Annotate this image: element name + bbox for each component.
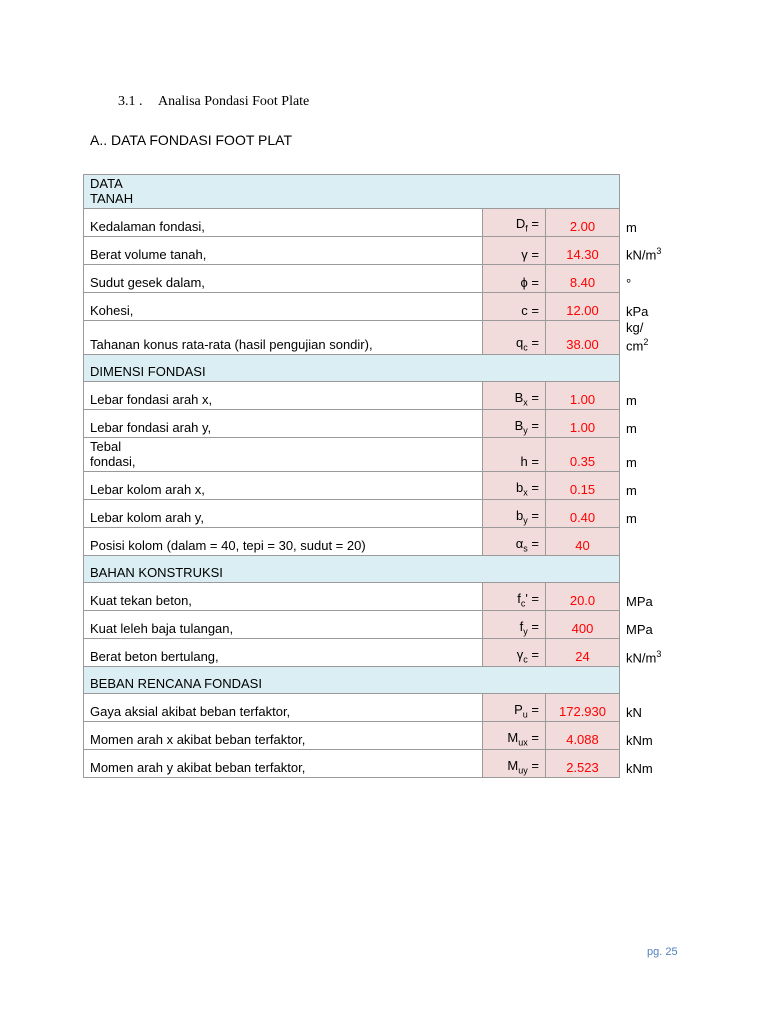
row-desc: Kohesi, (84, 293, 483, 321)
row-value: 38.00 (546, 321, 620, 355)
table-row (84, 382, 693, 410)
table-row (84, 639, 693, 667)
row-symbol: c = (483, 293, 546, 321)
row-desc: Posisi kolom (dalam = 40, tepi = 30, sudut = 20) (84, 528, 483, 556)
section-heading (118, 94, 309, 110)
row-value: 172.930 (546, 694, 620, 722)
row-desc: Kedalaman fondasi, (84, 209, 483, 237)
row-symbol: γ = (483, 237, 546, 265)
row-desc: Lebar kolom arah x, (84, 472, 483, 500)
row-desc: Berat beton bertulang, (84, 639, 483, 667)
row-unit: m (626, 510, 637, 526)
row-desc: Berat volume tanah, (84, 237, 483, 265)
row-unit: kNm (626, 760, 653, 776)
row-desc: Gaya aksial akibat beban terfaktor, (84, 694, 483, 722)
row-desc: Kuat leleh baja tulangan, (84, 611, 483, 639)
foundation-data-table (83, 174, 693, 778)
row-unit: MPa (626, 593, 653, 609)
row-symbol: $P_u$ = (483, 694, 546, 722)
table-row (84, 528, 693, 556)
row-symbol: $B_x$ = (483, 382, 546, 410)
table-row (84, 438, 693, 472)
row-unit: kNm (626, 732, 653, 748)
row-symbol: $q_c$ = (483, 321, 546, 355)
row-desc: Lebar fondasi arah x, (84, 382, 483, 410)
table-row (84, 694, 693, 722)
table-row (84, 410, 693, 438)
row-symbol: $M_{uy}$ = (483, 750, 546, 778)
row-desc: Lebar kolom arah y, (84, 500, 483, 528)
row-value: 24 (546, 639, 620, 667)
section-row-bahan (84, 556, 693, 583)
table-row (84, 611, 693, 639)
row-value: 20.0 (546, 583, 620, 611)
row-desc: Momen arah x akibat beban terfaktor, (84, 722, 483, 750)
row-desc: Momen arah y akibat beban terfaktor, (84, 750, 483, 778)
row-unit: m (626, 482, 637, 498)
table-row (84, 583, 693, 611)
section-title: Analisa Pondasi Foot Plate (158, 94, 310, 109)
table-row (84, 265, 693, 293)
row-symbol: $\gamma_c$ = (483, 639, 546, 667)
row-value: 12.00 (546, 293, 620, 321)
row-value: 1.00 (546, 382, 620, 410)
row-symbol: $M_{ux}$ = (483, 722, 546, 750)
section-label-bahan: BAHAN KONSTRUKSI (84, 556, 620, 583)
row-value: 0.15 (546, 472, 620, 500)
row-symbol: $b_x$ = (483, 472, 546, 500)
row-symbol: $\alpha_s$ = (483, 528, 546, 556)
row-symbol: $b_y$ = (483, 500, 546, 528)
row-value: 0.35 (546, 438, 620, 472)
row-value: 40 (546, 528, 620, 556)
section-row-tanah (84, 175, 693, 209)
row-symbol: ϕ = (483, 265, 546, 293)
section-row-beban (84, 667, 693, 694)
table-row (84, 293, 693, 321)
row-value: 8.40 (546, 265, 620, 293)
row-unit: $kN/m^3$ (626, 246, 662, 263)
row-symbol: $D_f$ = (483, 209, 546, 237)
section-label-beban: BEBAN RENCANA FONDASI (84, 667, 620, 694)
row-symbol: h = (483, 438, 546, 472)
row-value: 14.30 (546, 237, 620, 265)
table-row (84, 321, 693, 355)
section-label-tanah: DATA TANAH (84, 175, 620, 209)
row-value: 4.088 (546, 722, 620, 750)
row-desc: Kuat tekan beton, (84, 583, 483, 611)
subheading: A.. DATA FONDASI FOOT PLAT (90, 132, 292, 148)
table-row (84, 472, 693, 500)
table-row (84, 750, 693, 778)
row-unit: $kN/m^3$ (626, 648, 662, 665)
row-unit: m (626, 454, 637, 470)
section-number: 3.1 . (118, 94, 143, 109)
row-unit: MPa (626, 621, 653, 637)
row-unit: kN (626, 704, 642, 720)
row-value: 400 (546, 611, 620, 639)
row-desc: Sudut gesek dalam, (84, 265, 483, 293)
table-row (84, 237, 693, 265)
section-label-dimensi: DIMENSI FONDASI (84, 355, 620, 382)
row-symbol: $B_y$ = (483, 410, 546, 438)
row-symbol: $f_c'$ = (483, 583, 546, 611)
row-unit: ° (626, 275, 632, 291)
row-value: 2.523 (546, 750, 620, 778)
row-value: 1.00 (546, 410, 620, 438)
row-unit (620, 528, 693, 556)
row-unit: m (626, 392, 637, 408)
table-row (84, 722, 693, 750)
table-row (84, 209, 693, 237)
row-desc: Tahanan konus rata-rata (hasil pengujian sondir), (84, 321, 483, 355)
row-unit: kg/ $cm^2$ (626, 319, 649, 353)
page-number: pg. 25 (647, 946, 678, 958)
row-symbol: $f_y$ = (483, 611, 546, 639)
table-row (84, 500, 693, 528)
row-desc: Lebar fondasi arah y, (84, 410, 483, 438)
row-unit: m (626, 219, 637, 235)
section-row-dimensi (84, 355, 693, 382)
row-desc: Tebal fondasi, (84, 438, 483, 472)
row-unit: m (626, 420, 637, 436)
row-value: 2.00 (546, 209, 620, 237)
row-unit: kPa (626, 303, 649, 319)
row-value: 0.40 (546, 500, 620, 528)
